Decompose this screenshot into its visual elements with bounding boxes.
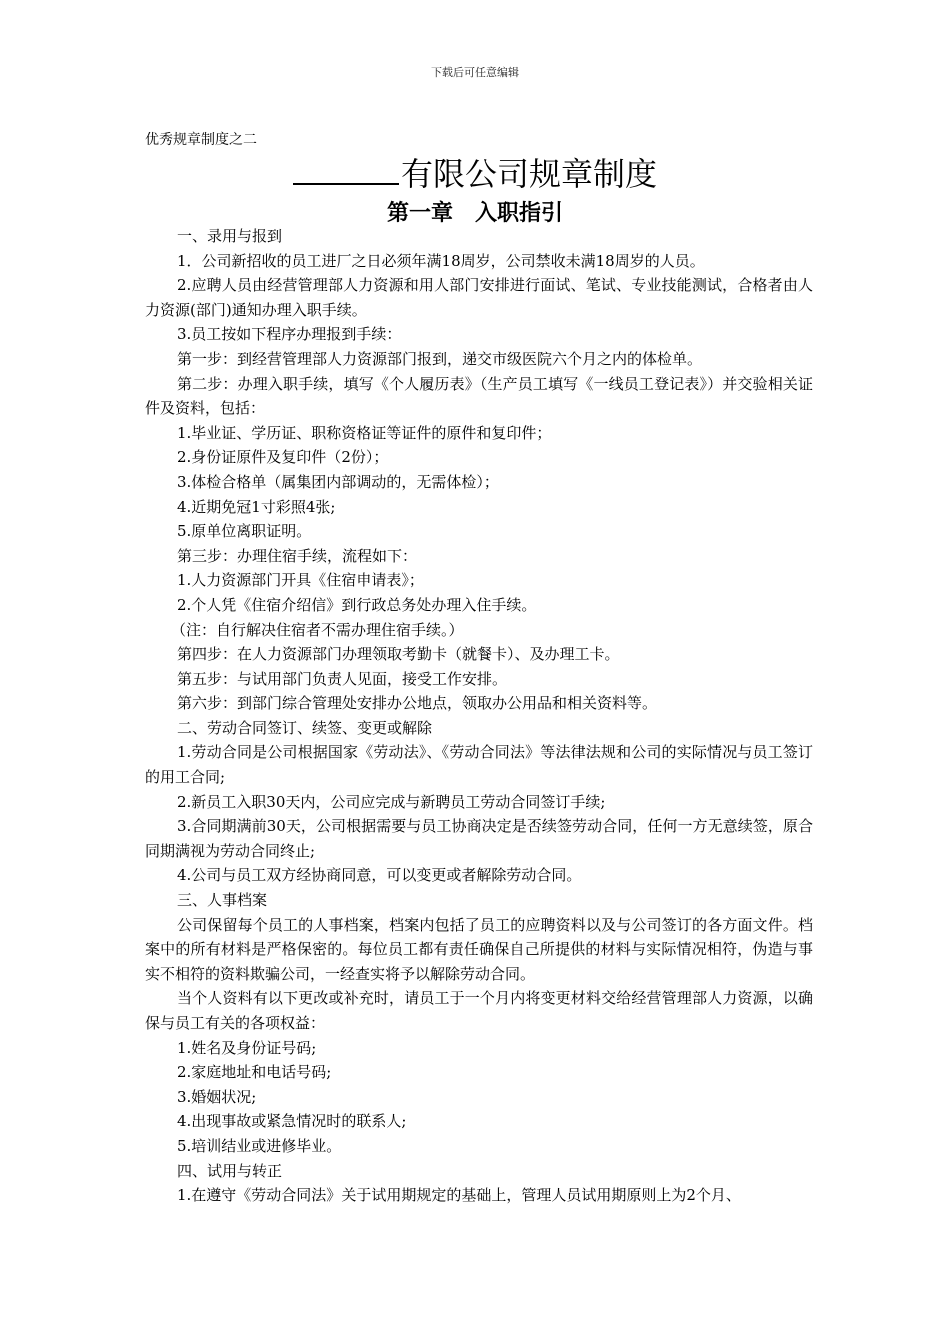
chapter-title: 第一章 入职指引 (386, 201, 563, 226)
paragraph: 2.新员工入职30天内，公司应完成与新聘员工劳动合同签订手续; (177, 792, 606, 811)
section-heading: 四、试用与转正 (177, 1161, 283, 1180)
list-item: 1.姓名及身份证号码; (177, 1038, 317, 1057)
paragraph: 公司保留每个员工的人事档案，档案内包括了员工的应聘资料以及与公司签订的各方面文件。档案中的所有材料是严格保密的。每位员工都有责任确保自己所提供的材料与实际情况相符，伪造与事实不相符的资料欺骗公司，一经查实将予以解除劳动合同。 (145, 915, 813, 983)
list-item: 1.毕业证、学历证、职称资格证等证件的原件和复印件； (177, 423, 552, 442)
paragraph: 第五步：与试用部门负责人见面，接受工作安排。 (177, 669, 508, 688)
list-item: 2.家庭地址和电话号码; (177, 1063, 332, 1082)
list-item: 1.人力资源部门开具《住宿申请表》； (177, 571, 424, 590)
paragraph: 3.合同期满前30天，公司根据需要与员工协商决定是否续签劳动合同，任何一方无意续签，原合同期满视为劳动合同终止; (145, 817, 813, 860)
paragraph: 4.公司与员工双方经协商同意，可以变更或者解除劳动合同。 (177, 866, 582, 885)
list-item: 2.个人凭《住宿介绍信》到行政总务处办理入住手续。 (177, 595, 537, 614)
paragraph: 第四步：在人力资源部门办理领取考勤卡（就餐卡）、及办理工卡。 (177, 645, 620, 664)
document-title (0, 152, 950, 196)
series-label: 优秀规章制度之二 (145, 132, 257, 148)
list-item: 3.婚姻状况; (177, 1087, 257, 1106)
paragraph: 2.应聘人员由经营管理部人力资源和用人部门安排进行面试、笔试、专业技能测试，合格者由人力资源(部门)通知办理入职手续。 (145, 276, 813, 319)
paragraph: 3.员工按如下程序办理报到手续： (177, 325, 402, 344)
list-item: 2.身份证原件及复印件（2份）； (177, 448, 389, 467)
list-item: 3.体检合格单（属集团内部调动的，无需体检）； (177, 472, 499, 491)
section-heading: 二、劳动合同签订、续签、变更或解除 (177, 718, 433, 737)
note: （注：自行解决住宿者不需办理住宿手续。） (171, 620, 464, 639)
paragraph: 第六步：到部门综合管理处安排办公地点，领取办公用品和相关资料等。 (177, 694, 658, 713)
document-body (145, 224, 813, 1208)
document-title-text: 有限公司规章制度 (400, 155, 657, 193)
paragraph: 1.在遵守《劳动合同法》关于试用期规定的基础上，管理人员试用期原则上为2个月、 (177, 1186, 741, 1205)
paragraph: 第三步：办理住宿手续，流程如下： (177, 546, 418, 565)
list-item: 5.原单位离职证明。 (177, 522, 312, 541)
list-item: 4.近期免冠1寸彩照4张; (177, 497, 336, 516)
paragraph: 当个人资料有以下更改或补充时，请员工于一个月内将变更材料交给经营管理部人力资源，以确保与员工有关的各项权益： (145, 989, 813, 1032)
paragraph: 1.劳动合同是公司根据国家《劳动法》、《劳动合同法》等法律法规和公司的实际情况与员工签订的用工合同; (145, 743, 813, 787)
paragraph: 1．公司新招收的员工进厂之日必须年满18周岁，公司禁收未满18周岁的人员。 (177, 251, 705, 270)
list-item: 4.出现事故或紧急情况时的联系人; (177, 1112, 407, 1131)
paragraph: 第一步：到经营管理部人力资源部门报到，递交市级医院六个月之内的体检单。 (177, 349, 703, 368)
header-note: 下载后可任意编辑 (431, 66, 519, 79)
section-heading: 三、人事档案 (177, 891, 268, 910)
list-item: 5.培训结业或进修毕业。 (177, 1136, 342, 1155)
paragraph: 第二步：办理入职手续，填写《个人履历表》（生产员工填写《一线员工登记表》）并交验相关证件及资料，包括： (145, 374, 813, 418)
section-heading: 一、录用与报到 (177, 227, 283, 245)
company-name-blank (293, 153, 399, 185)
